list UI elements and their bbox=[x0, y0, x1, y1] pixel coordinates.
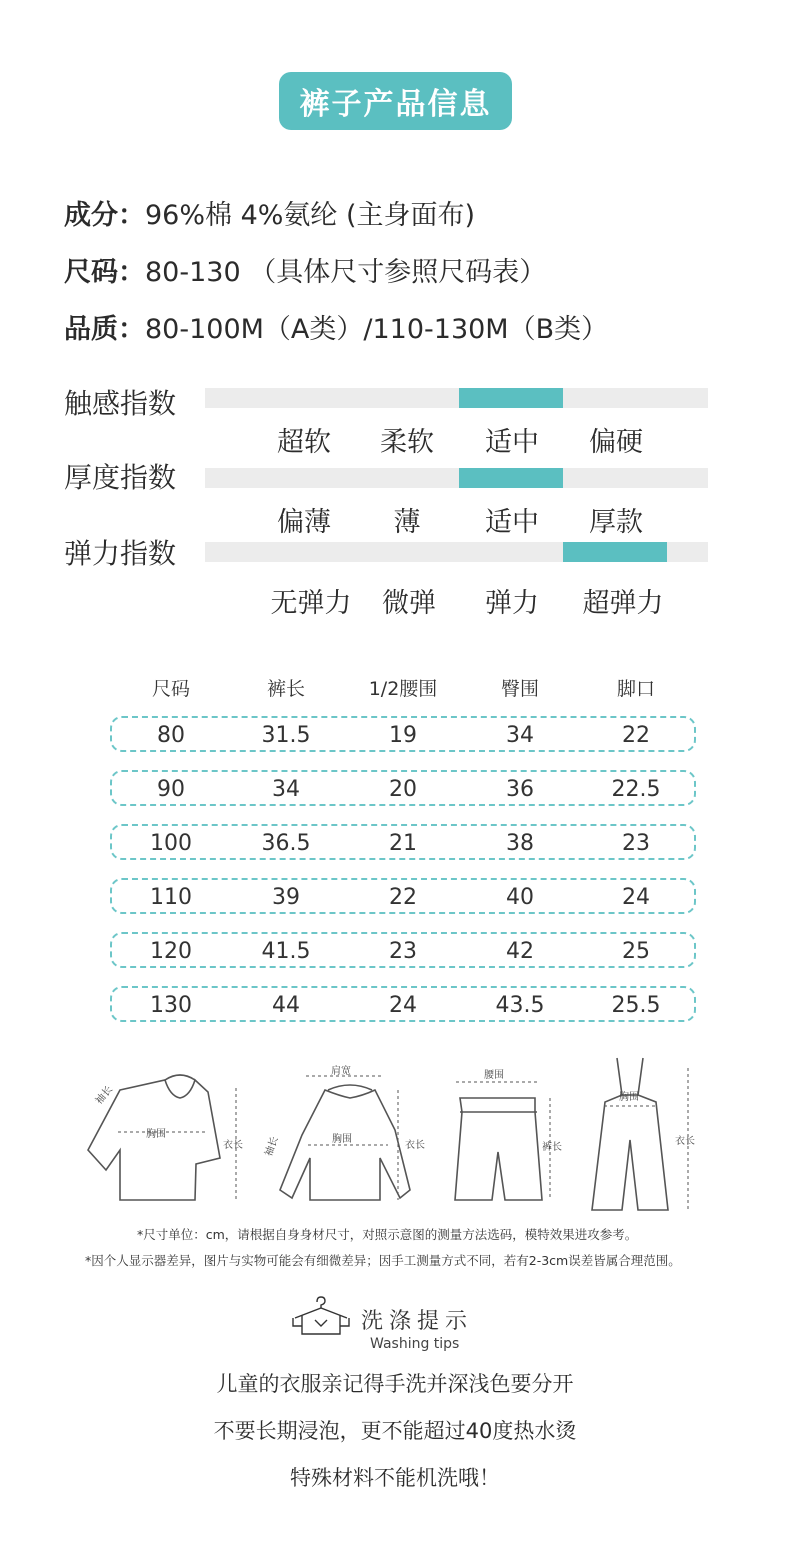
table-cell: 40 bbox=[506, 885, 534, 910]
metric-option: 偏硬 bbox=[589, 427, 643, 458]
diagram-label: 腰围 bbox=[484, 1070, 504, 1081]
table-cell: 120 bbox=[150, 939, 192, 964]
note-line: *因个人显示器差异，图片与实物可能会有细微差异；因手工测量方式不同，若有2-3cm误差皆属合理范围。 bbox=[85, 1253, 681, 1268]
composition-value: 96%棉 4%氨纶 (主身面布) bbox=[145, 200, 476, 231]
metric-track-thickness bbox=[205, 468, 708, 488]
table-cell: 22 bbox=[389, 885, 417, 910]
table-cell: 22.5 bbox=[611, 777, 661, 802]
diagram-label: 袖长 bbox=[93, 1084, 116, 1107]
diagram-label: 胸围 bbox=[619, 1092, 639, 1103]
metric-option: 超弹力 bbox=[582, 588, 664, 619]
table-cell: 36.5 bbox=[261, 831, 311, 856]
care-line: 特殊材料不能机洗哦！ bbox=[290, 1466, 500, 1490]
diagram-label: 衣长 bbox=[405, 1140, 425, 1151]
note-line: *尺寸单位：cm，请根据自身身材尺寸，对照示意图的测量方法选码，模特效果进攻参考。 bbox=[137, 1227, 638, 1242]
measurement-diagrams bbox=[0, 1040, 790, 1220]
diagram-label: 袖长 bbox=[263, 1135, 281, 1158]
table-cell: 110 bbox=[150, 885, 192, 910]
metric-option: 厚款 bbox=[589, 507, 643, 538]
table-cell: 31.5 bbox=[261, 723, 311, 748]
table-cell: 22 bbox=[622, 723, 650, 748]
table-cell: 25.5 bbox=[611, 993, 661, 1018]
metric-track-elasticity bbox=[205, 542, 708, 562]
table-cell: 90 bbox=[157, 777, 185, 802]
metric-fill-elasticity bbox=[563, 542, 667, 562]
overalls-diagram bbox=[592, 1058, 668, 1210]
care-line: 不要长期浸泡，更不能超过40度热水烫 bbox=[213, 1419, 577, 1443]
diagram-label: 胸围 bbox=[332, 1134, 352, 1145]
metric-name-elasticity: 弹力指数 bbox=[64, 537, 177, 570]
table-header: 1/2腰围 bbox=[368, 678, 438, 700]
table-cell: 80 bbox=[157, 723, 185, 748]
care-line: 儿童的衣服亲记得手洗并深浅色要分开 bbox=[216, 1372, 574, 1396]
metric-track-softness bbox=[205, 388, 708, 408]
table-cell: 34 bbox=[272, 777, 300, 802]
table-header: 裤长 bbox=[266, 678, 305, 700]
table-header: 臀围 bbox=[500, 678, 539, 700]
table-cell: 43.5 bbox=[495, 993, 545, 1018]
shorts-diagram bbox=[455, 1098, 542, 1200]
table-cell: 24 bbox=[622, 885, 650, 910]
table-cell: 38 bbox=[506, 831, 534, 856]
table-cell: 41.5 bbox=[261, 939, 311, 964]
metric-option: 柔软 bbox=[380, 427, 434, 458]
table-cell: 23 bbox=[389, 939, 417, 964]
quality-value: 80-100M（A类）/110-130M（B类） bbox=[145, 314, 609, 345]
diagram-label: 裤长 bbox=[542, 1142, 562, 1153]
table-cell: 25 bbox=[622, 939, 650, 964]
metric-fill-softness bbox=[459, 388, 563, 408]
quality-label: 品质： bbox=[64, 314, 145, 345]
diagram-label: 衣长 bbox=[223, 1140, 243, 1151]
metric-name-softness: 触感指数 bbox=[64, 387, 177, 420]
diagram-label: 肩宽 bbox=[331, 1066, 351, 1077]
washing-subtitle: Washing tips bbox=[370, 1336, 460, 1352]
table-cell: 42 bbox=[506, 939, 534, 964]
table-header: 脚口 bbox=[616, 678, 655, 700]
table-cell: 100 bbox=[150, 831, 192, 856]
composition-line bbox=[64, 193, 475, 232]
table-cell: 36 bbox=[506, 777, 534, 802]
hanger-shirt-icon bbox=[290, 1296, 350, 1336]
metric-option: 偏薄 bbox=[277, 507, 331, 538]
metric-fill-thickness bbox=[459, 468, 563, 488]
table-cell: 19 bbox=[389, 723, 417, 748]
table-cell: 39 bbox=[272, 885, 300, 910]
metric-option: 适中 bbox=[485, 507, 539, 538]
table-cell: 21 bbox=[389, 831, 417, 856]
metric-option: 弹力 bbox=[485, 588, 539, 619]
quality-line bbox=[64, 307, 608, 346]
metric-option: 微弹 bbox=[382, 588, 436, 619]
diagram-label: 胸围 bbox=[146, 1129, 166, 1140]
metric-name-thickness: 厚度指数 bbox=[64, 461, 177, 494]
size-range-line bbox=[64, 250, 546, 289]
table-cell: 23 bbox=[622, 831, 650, 856]
metric-option: 超软 bbox=[277, 427, 331, 458]
composition-label: 成分： bbox=[64, 200, 145, 231]
table-cell: 20 bbox=[389, 777, 417, 802]
table-header: 尺码 bbox=[151, 678, 190, 700]
metric-option: 薄 bbox=[393, 507, 421, 538]
table-cell: 24 bbox=[389, 993, 417, 1018]
table-cell: 44 bbox=[272, 993, 300, 1018]
size-range-label: 尺码： bbox=[64, 257, 145, 288]
diagram-label: 衣长 bbox=[675, 1136, 695, 1147]
page-title: 裤子产品信息 bbox=[279, 72, 512, 130]
table-cell: 130 bbox=[150, 993, 192, 1018]
washing-title: 洗涤提示 bbox=[361, 1309, 474, 1334]
metric-option: 适中 bbox=[485, 427, 539, 458]
size-range-value: 80-130 （具体尺寸参照尺码表） bbox=[145, 257, 547, 288]
metric-option: 无弹力 bbox=[270, 588, 352, 619]
table-cell: 34 bbox=[506, 723, 534, 748]
